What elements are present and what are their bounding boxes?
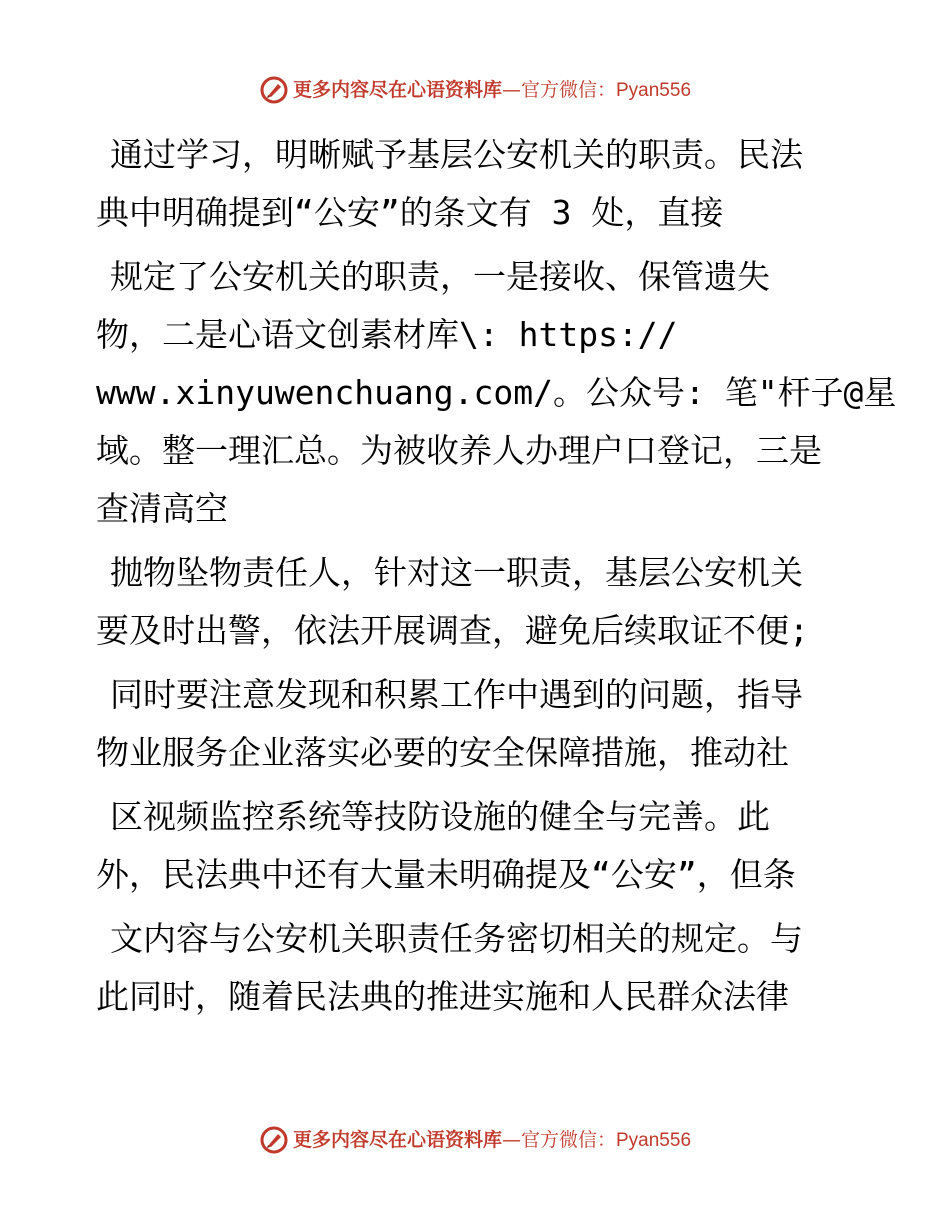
text-line: 物，二是心语文创素材库\: https://	[96, 315, 678, 354]
text-line: www.xinyuwenchuang.com/。公众号: 笔"杆子@星	[96, 373, 897, 412]
paragraph-3	[96, 544, 866, 660]
text-line: 此同时，随着民法典的推进实施和人民群众法律	[96, 977, 789, 1016]
document-body	[96, 126, 897, 1032]
header-banner-text	[292, 78, 692, 101]
pen-nib-logo-icon	[259, 75, 289, 105]
text-line: 文内容与公安机关职责任务密切相关的规定。与	[110, 919, 803, 958]
text-line: 抛物坠物责任人，针对这一职责，基层公安机关	[110, 553, 803, 592]
footer-wechat-id: Pyan556	[616, 1129, 692, 1151]
header-official-text: 官方微信：	[520, 78, 616, 101]
paragraph-5	[96, 788, 866, 904]
text-line: 规定了公安机关的职责，一是接收、保管遗失	[110, 257, 770, 296]
text-line: 域。整一理汇总。为被收养人办理户口登记，三是	[96, 431, 822, 470]
paragraph-2	[96, 248, 897, 538]
header-separator: —	[501, 78, 521, 101]
text-line: 查清高空	[96, 489, 228, 528]
text-line: 物业服务企业落实必要的安全保障措施，推动社	[96, 733, 789, 772]
paragraph-1	[96, 126, 866, 242]
header-banner	[0, 70, 950, 110]
pen-nib-logo-icon	[259, 1125, 289, 1155]
text-line: 同时要注意发现和积累工作中遇到的问题，指导	[110, 675, 803, 714]
header-wechat-id: Pyan556	[616, 79, 692, 101]
footer-official-text: 官方微信：	[520, 1128, 616, 1151]
footer-separator: —	[501, 1128, 521, 1151]
footer-banner-text	[292, 1128, 692, 1151]
text-line: 通过学习，明晰赋予基层公安机关的职责。民法	[110, 135, 803, 174]
text-line: 典中明确提到“公安”的条文有 3 处，直接	[96, 193, 724, 232]
text-line: 要及时出警，依法开展调查，避免后续取证不便;	[96, 611, 809, 650]
text-line: 外，民法典中还有大量未明确提及“公安”，但条	[96, 855, 796, 894]
header-brand-text: 更多内容尽在心语资料库	[292, 78, 502, 101]
paragraph-6	[96, 910, 866, 1026]
footer-banner	[0, 1120, 950, 1160]
paragraph-4	[96, 666, 866, 782]
footer-brand-text: 更多内容尽在心语资料库	[292, 1128, 502, 1151]
text-line: 区视频监控系统等技防设施的健全与完善。此	[110, 797, 770, 836]
